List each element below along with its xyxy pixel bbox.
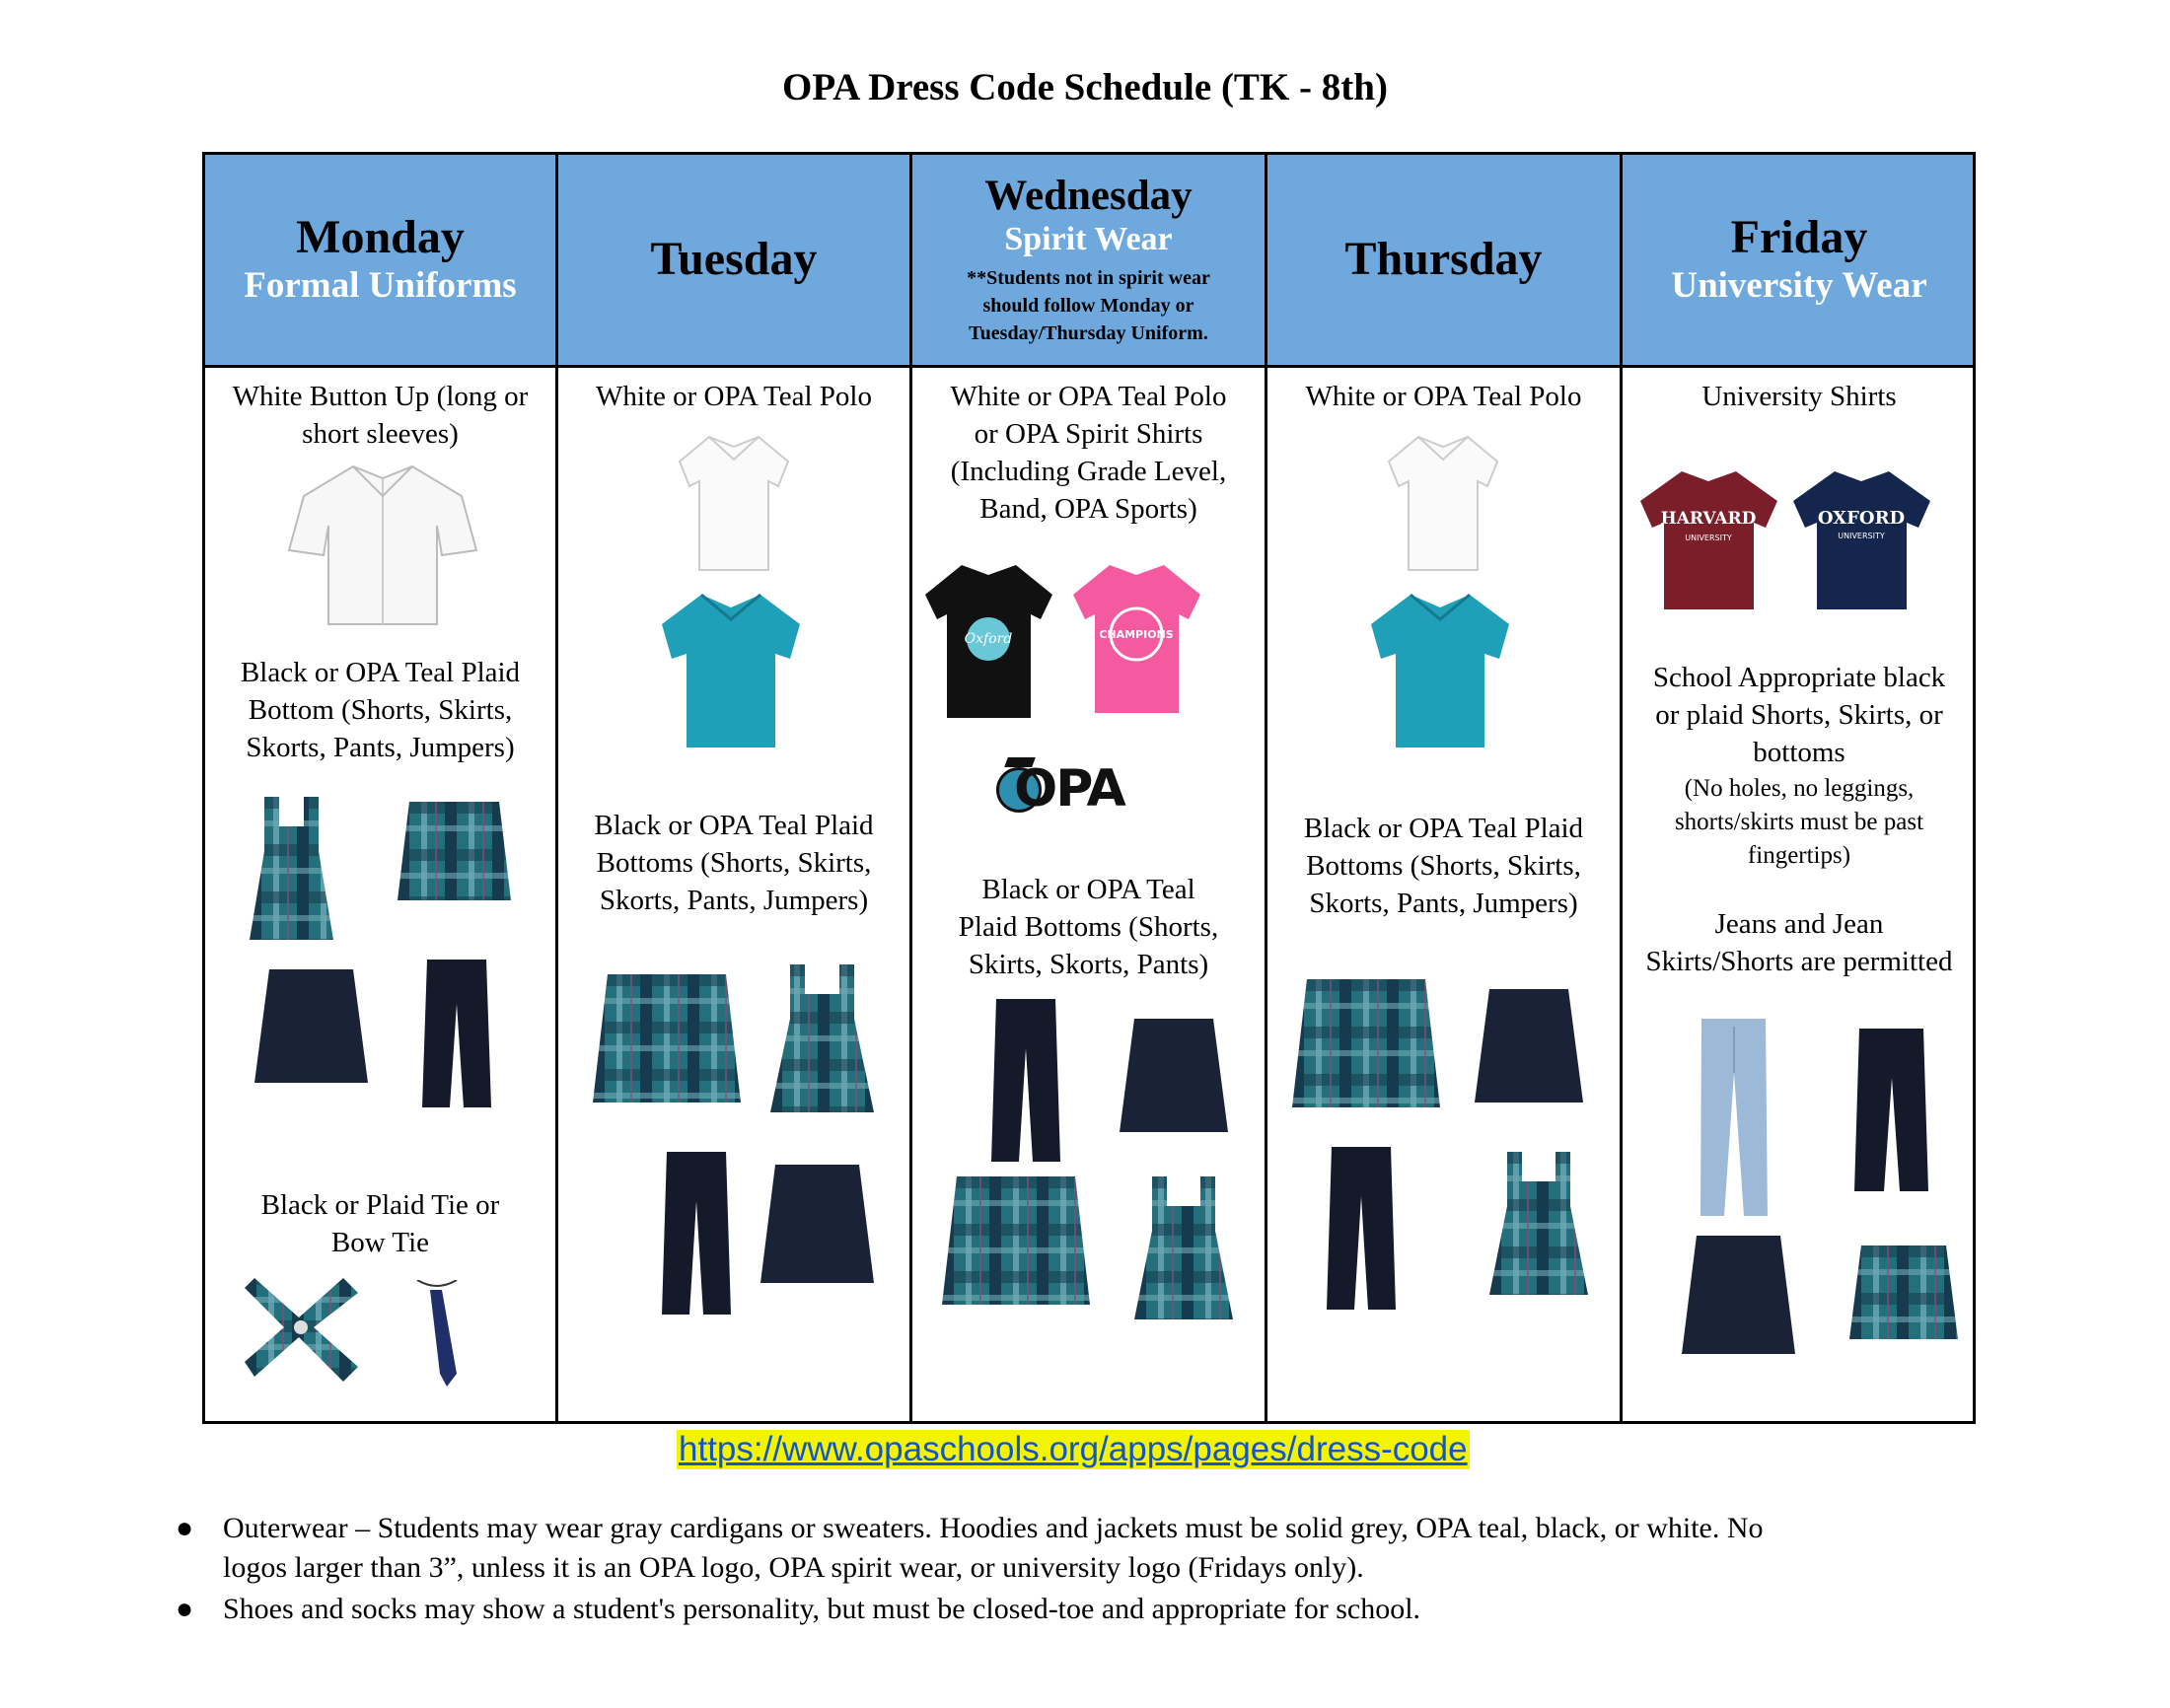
shirt-print-text: Oxford bbox=[964, 631, 1013, 647]
shirt-print-text: UNIVERSITY bbox=[1838, 532, 1885, 540]
shirt-print-text: UNIVERSITY bbox=[1685, 534, 1732, 542]
oxford-shirt-image bbox=[1790, 466, 1933, 614]
navy-skirt-image bbox=[760, 1165, 874, 1283]
day-subtitle: Formal Uniforms bbox=[244, 264, 517, 306]
dress-code-link[interactable]: https://www.opaschools.org/apps/pages/dress-code bbox=[679, 1430, 1468, 1468]
plaid-skirt-image bbox=[942, 1176, 1090, 1305]
day-label: Tuesday bbox=[650, 233, 818, 286]
day-label: Friday bbox=[1730, 210, 1868, 263]
friday-jeans-text: Jeans and Jean Skirts/Shorts are permitted bbox=[1645, 908, 1953, 977]
header-thursday bbox=[1267, 155, 1620, 365]
tuesday-bottom-text: Black or OPA Teal Plaid Bottoms (Shorts, Skirts, Skorts, Pants, Jumpers) bbox=[594, 810, 874, 916]
navy-necktie-image bbox=[412, 1280, 462, 1388]
monday-top-text: White Button Up (long or short sleeves) bbox=[232, 381, 529, 450]
day-subtitle: University Wear bbox=[1671, 264, 1927, 306]
wednesday-bottom-text: Black or OPA Teal Plaid Bottoms (Shorts, Skirts, Skorts, Pants) bbox=[958, 874, 1219, 980]
day-label: Thursday bbox=[1344, 233, 1543, 286]
thursday-bottom-text: Black or OPA Teal Plaid Bottoms (Shorts, Skirts, Skorts, Pants, Jumpers) bbox=[1303, 813, 1584, 919]
navy-skirt-image bbox=[1120, 1019, 1228, 1132]
day-subtitle: Spirit Wear bbox=[1004, 220, 1173, 257]
logo-text: OPA bbox=[1014, 759, 1124, 818]
friday-bottom-note: (No holes, no leggings, shorts/skirts must be past fingertips) bbox=[1674, 775, 1924, 869]
white-button-shirt-image bbox=[284, 457, 481, 634]
monday-tie-text: Black or Plaid Tie or Bow Tie bbox=[260, 1189, 500, 1258]
navy-pants-image bbox=[1327, 1147, 1396, 1310]
shirt-print-text: OXFORD bbox=[1817, 508, 1906, 529]
jeans-image bbox=[1697, 1019, 1771, 1216]
friday-bottom-text: School Appropriate black or plaid Shorts, Skirts, or bottoms bbox=[1652, 662, 1946, 768]
friday-column bbox=[1623, 368, 1976, 1424]
navy-skirt-image bbox=[1682, 1236, 1795, 1354]
header-wednesday bbox=[912, 155, 1265, 365]
bullet-outerwear: Outerwear – Students may wear gray cardigans or sweaters. Hoodies and jackets must be solid grey, OPA teal, black, or white. No logos larger than 3”, unless it is an OPA logo, OPA spirit wear, or university logo (Fridays only). bbox=[223, 1512, 1764, 1584]
shirt-print-text: HARVARD bbox=[1660, 509, 1757, 529]
spirit-wear-note: **Students not in spirit wear should follow Monday or Tuesday/Thursday Uniform. bbox=[967, 266, 1210, 344]
teal-polo-image bbox=[1366, 590, 1514, 752]
wednesday-column bbox=[912, 368, 1265, 1424]
plaid-jumper-image bbox=[770, 964, 874, 1112]
teal-polo-image bbox=[657, 590, 805, 752]
bullet-icon: ● bbox=[176, 1512, 194, 1544]
wednesday-top-text: White or OPA Teal Polo or OPA Spirit Shirts (Including Grade Level, Band, OPA Sports) bbox=[950, 381, 1227, 525]
navy-pants-image bbox=[422, 960, 491, 1107]
navy-skirt-image bbox=[254, 969, 368, 1083]
page-title: OPA Dress Code Schedule (TK - 8th) bbox=[782, 66, 1388, 108]
header-monday bbox=[205, 155, 555, 365]
plaid-jumper-image bbox=[250, 797, 333, 940]
day-label: Monday bbox=[296, 210, 465, 263]
tuesday-column bbox=[558, 368, 909, 1424]
plaid-skirt-image bbox=[398, 802, 511, 900]
header-tuesday bbox=[558, 155, 909, 365]
navy-skirt-image bbox=[1475, 989, 1583, 1103]
white-polo-image bbox=[675, 432, 793, 575]
plaid-jumper-image bbox=[1489, 1152, 1588, 1295]
tuesday-top-text: White or OPA Teal Polo bbox=[596, 381, 872, 412]
shirt-print-text: CHAMPIONS bbox=[1099, 628, 1174, 641]
thursday-column bbox=[1267, 368, 1620, 1424]
white-polo-image bbox=[1384, 432, 1502, 575]
bullet-icon: ● bbox=[176, 1593, 194, 1625]
plaid-skirt-image bbox=[1849, 1245, 1958, 1339]
harvard-shirt-image bbox=[1637, 466, 1780, 614]
navy-pants-image bbox=[662, 1152, 731, 1315]
opa-logo bbox=[996, 757, 1134, 826]
plaid-crossover-tie-image bbox=[245, 1273, 363, 1382]
friday-top-text: University Shirts bbox=[1701, 381, 1897, 412]
pink-spirit-shirt-image bbox=[1070, 560, 1203, 718]
monday-bottom-text: Black or OPA Teal Plaid Bottom (Shorts, Skirts, Skorts, Pants, Jumpers) bbox=[240, 657, 521, 763]
header-friday bbox=[1623, 155, 1976, 365]
day-label: Wednesday bbox=[984, 173, 1193, 220]
bullet-shoes: Shoes and socks may show a student's personality, but must be closed-toe and appropriate for school. bbox=[223, 1593, 1421, 1625]
plaid-skirt-image bbox=[593, 974, 741, 1103]
plaid-skirt-image bbox=[1292, 979, 1440, 1107]
thursday-top-text: White or OPA Teal Polo bbox=[1305, 381, 1582, 412]
dress-code-table bbox=[202, 152, 1976, 1424]
plaid-jumper-image bbox=[1134, 1176, 1233, 1319]
monday-column bbox=[205, 368, 555, 1424]
black-spirit-shirt-image bbox=[922, 560, 1055, 723]
navy-pants-image bbox=[991, 999, 1060, 1162]
navy-pants-image bbox=[1854, 1029, 1928, 1191]
